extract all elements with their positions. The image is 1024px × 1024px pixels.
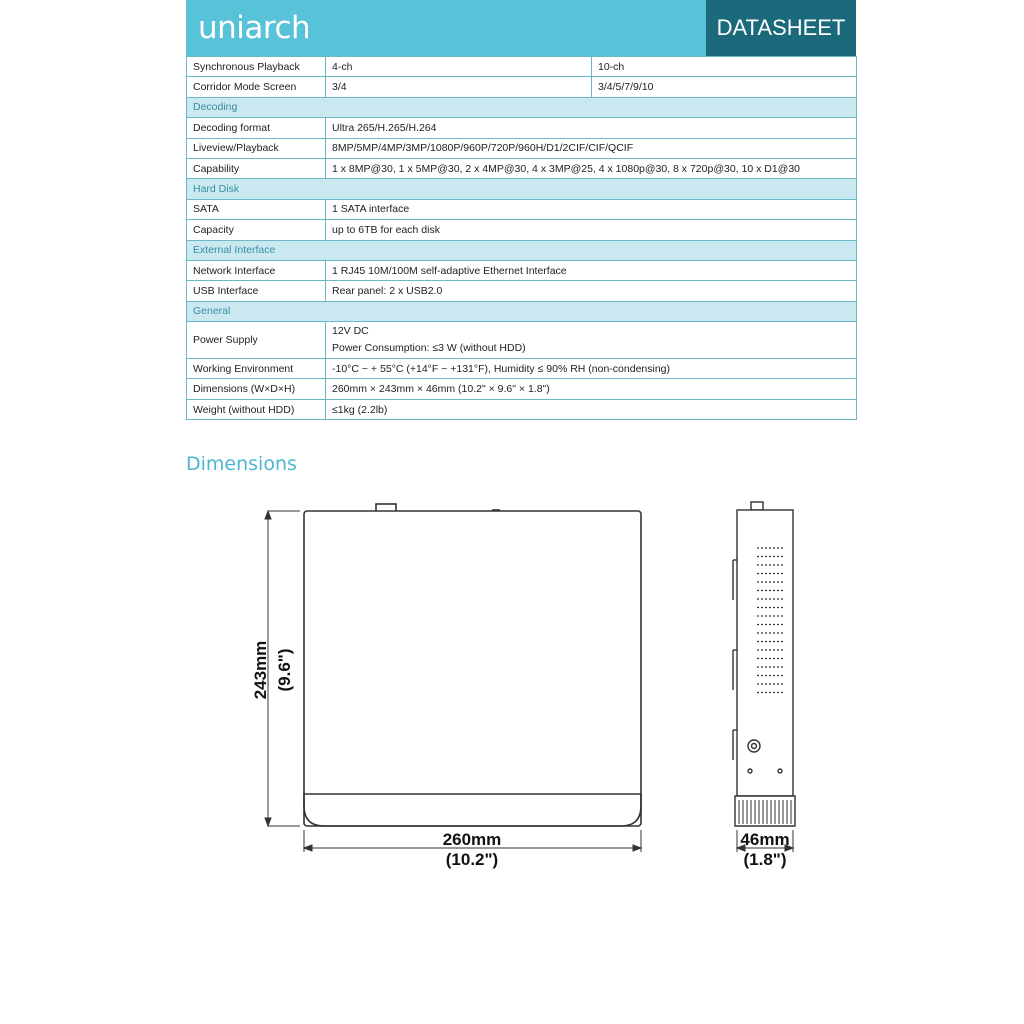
section-heading: Hard Disk [187, 179, 857, 199]
spec-value: 260mm × 243mm × 46mm (10.2" × 9.6" × 1.8") [326, 379, 857, 399]
depth-mm-label: 243mm [251, 640, 270, 700]
spec-label: Capability [187, 158, 326, 178]
height-mm-label: 46mm [740, 830, 790, 849]
spec-value: 10-ch [592, 57, 857, 77]
spec-value: -10°C ~ + 55°C (+14°F ~ +131°F), Humidity ≤ 90% RH (non-condensing) [326, 359, 857, 379]
spec-label: Corridor Mode Screen [187, 77, 326, 97]
spec-value: 3/4/5/7/9/10 [592, 77, 857, 97]
spec-label: Weight (without HDD) [187, 399, 326, 419]
spec-label: USB Interface [187, 281, 326, 301]
section-heading: Decoding [187, 97, 857, 117]
datasheet-label: DATASHEET [706, 0, 856, 56]
spec-label: Working Environment [187, 359, 326, 379]
spec-value: 4-ch [326, 57, 592, 77]
uniarch-logo: uniarch [198, 10, 311, 46]
spec-value: 1 RJ45 10M/100M self-adaptive Ethernet Interface [326, 260, 857, 280]
top-view-outline [304, 511, 641, 826]
spec-label: Dimensions (W×D×H) [187, 379, 326, 399]
depth-in-label: (9.6") [275, 648, 294, 692]
side-tab [751, 502, 763, 510]
width-in-label: (10.2") [445, 850, 499, 869]
spec-value: 3/4 [326, 77, 592, 97]
spec-label: Liveview/Playback [187, 138, 326, 158]
power-line-2: Power Consumption: ≤3 W (without HDD) [332, 342, 526, 355]
spec-value: 1 x 8MP@30, 1 x 5MP@30, 2 x 4MP@30, 4 x 3MP@25, 4 x 1080p@30, 8 x 720p@30, 10 x D1@30 [326, 158, 857, 178]
spec-label: Capacity [187, 220, 326, 240]
section-heading: General [187, 301, 857, 321]
section-heading: External Interface [187, 240, 857, 260]
spec-label: SATA [187, 199, 326, 219]
dimensions-title: Dimensions [186, 453, 297, 475]
spec-value: 1 SATA interface [326, 199, 857, 219]
spec-value: up to 6TB for each disk [326, 220, 857, 240]
spec-label: Synchronous Playback [187, 57, 326, 77]
top-view [304, 504, 641, 826]
side-foot [735, 796, 795, 826]
spec-value: Ultra 265/H.265/H.264 [326, 118, 857, 138]
spec-label: Power Supply [187, 322, 326, 359]
spec-value: Rear panel: 2 x USB2.0 [326, 281, 857, 301]
power-line-1: 12V DC [332, 325, 369, 338]
width-mm-label: 260mm [442, 830, 502, 849]
side-view [733, 502, 795, 826]
side-view-outline [737, 510, 793, 796]
height-in-label: (1.8") [743, 850, 787, 869]
spec-label: Decoding format [187, 118, 326, 138]
spec-value: ≤1kg (2.2lb) [326, 399, 857, 419]
spec-value: 8MP/5MP/4MP/3MP/1080P/960P/720P/960H/D1/2CIF/CIF/QCIF [326, 138, 857, 158]
spec-label: Network Interface [187, 260, 326, 280]
